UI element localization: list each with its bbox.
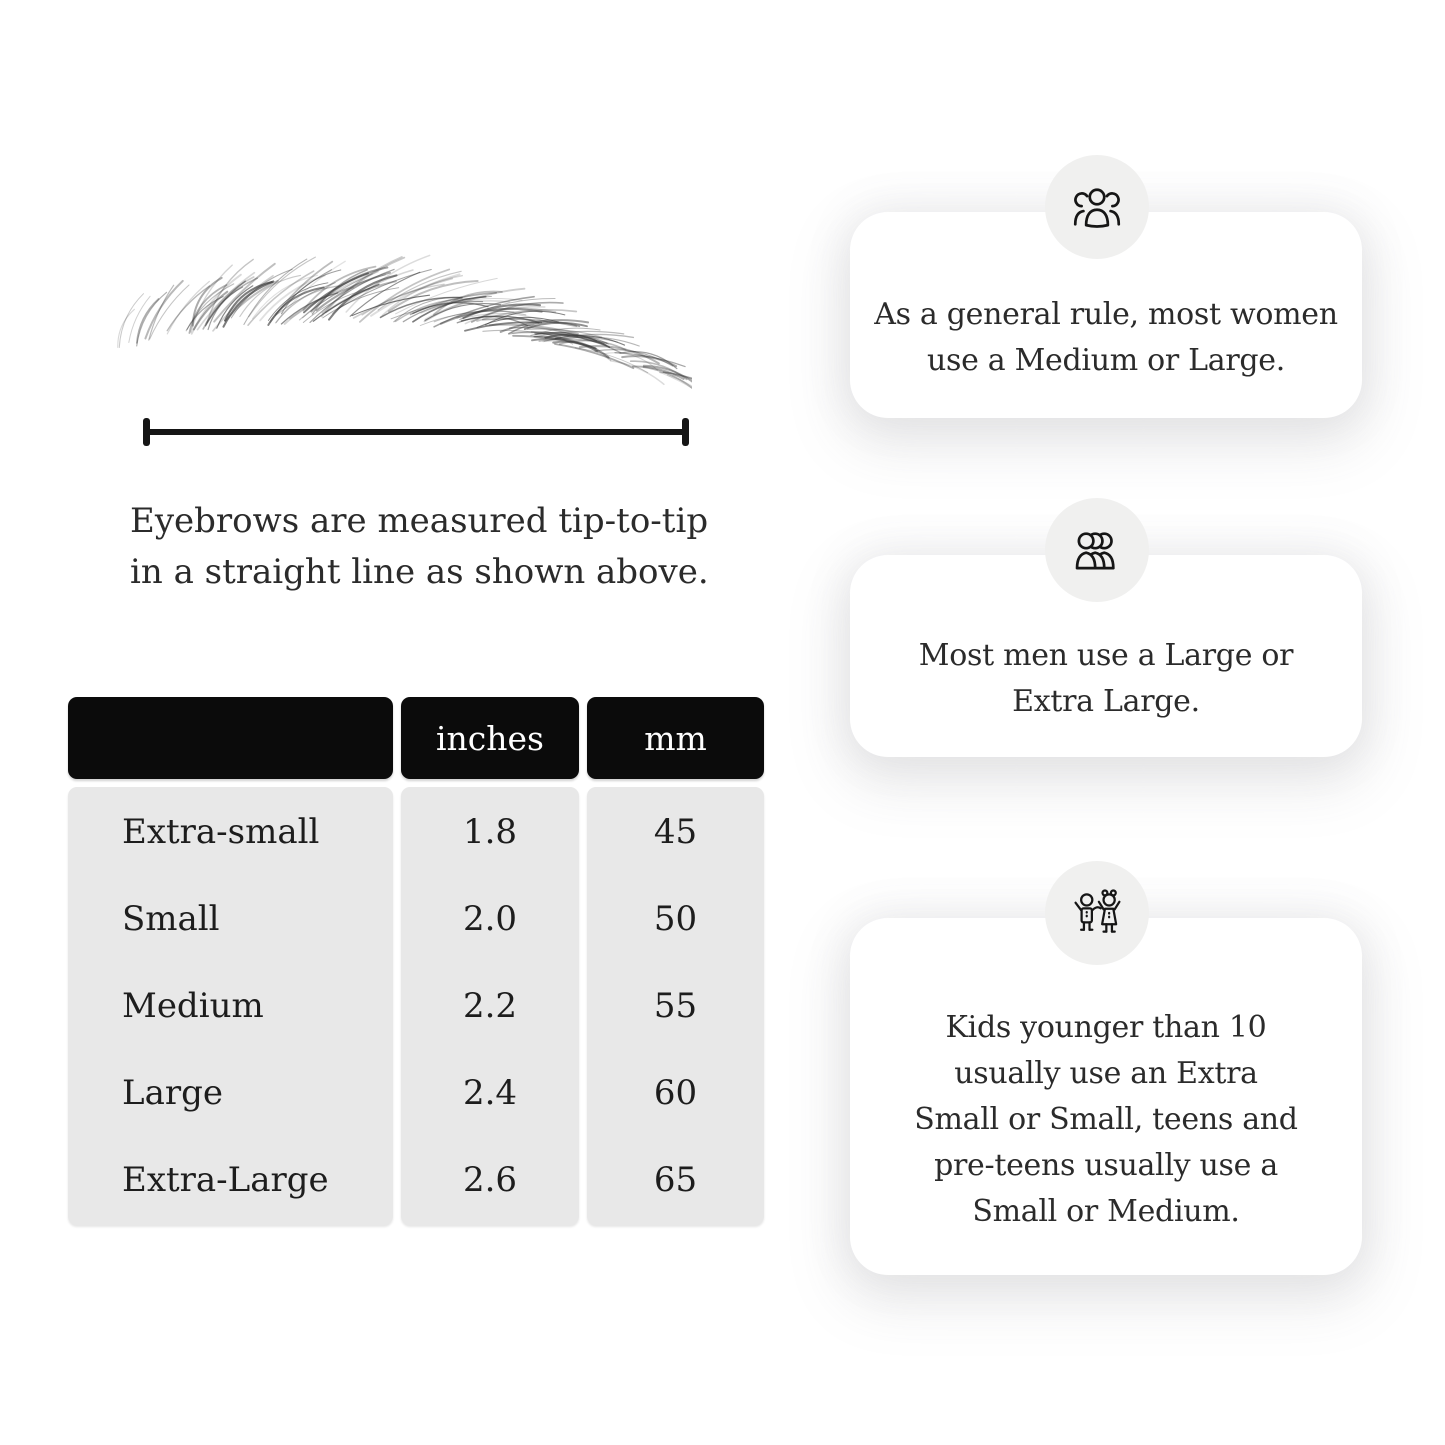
caption-line-2: in a straight line as shown above. [130, 552, 709, 592]
mm-value-cell: 50 [653, 899, 698, 939]
card-text-line: Kids younger than 10 [945, 1009, 1267, 1045]
card-text-line: Extra Large. [1012, 684, 1200, 719]
size-name-column [68, 787, 393, 1225]
mm-value-cell: 65 [653, 1160, 698, 1200]
card-text-line: use a Medium or Large. [927, 343, 1285, 378]
info-card-kids [850, 918, 1362, 1275]
header-cell-mm: mm [587, 697, 764, 779]
inches-value-cell: 2.4 [462, 1073, 518, 1113]
info-card-men-text [919, 633, 1293, 725]
measurement-tick-right [682, 418, 689, 446]
measurement-tick-left [143, 418, 150, 446]
size-label-cell: Large [122, 1073, 223, 1113]
inches-column [401, 787, 579, 1225]
size-table [68, 697, 764, 1225]
size-table-header-row [68, 697, 764, 779]
mm-value-cell: 55 [653, 986, 698, 1026]
card-text-line: As a general rule, most women [874, 297, 1338, 332]
header-cell-inches: inches [401, 697, 579, 779]
inches-value-cell: 1.8 [462, 812, 518, 852]
card-text-line: Small or Medium. [972, 1193, 1240, 1229]
card-text-line: Most men use a Large or [918, 638, 1294, 673]
card-text-line: Small or Small, teens and [914, 1101, 1298, 1137]
inches-value-cell: 2.0 [462, 899, 518, 939]
header-cell-blank [68, 697, 393, 779]
kids-icon [1045, 861, 1149, 965]
size-table-body [68, 787, 764, 1225]
inches-value-cell: 2.6 [462, 1160, 518, 1200]
info-card-women [850, 212, 1362, 418]
mm-column [587, 787, 764, 1225]
size-label-cell: Medium [122, 986, 264, 1026]
size-label-cell: Extra-small [122, 812, 320, 852]
card-text-line: usually use an Extra [954, 1055, 1258, 1091]
info-card-men [850, 555, 1362, 757]
men-group-icon [1045, 498, 1149, 602]
info-card-kids-text [914, 1005, 1297, 1235]
card-text-line: pre-teens usually use a [934, 1147, 1278, 1183]
eyebrow-illustration [112, 240, 692, 410]
measurement-caption [130, 496, 709, 598]
size-label-cell: Small [122, 899, 220, 939]
women-group-icon [1045, 155, 1149, 259]
mm-value-cell: 45 [653, 812, 698, 852]
inches-value-cell: 2.2 [462, 986, 518, 1026]
measurement-line [147, 429, 685, 435]
mm-value-cell: 60 [653, 1073, 698, 1113]
info-card-women-text [874, 292, 1338, 384]
size-label-cell: Extra-Large [122, 1160, 329, 1200]
caption-line-1: Eyebrows are measured tip-to-tip [130, 501, 709, 541]
